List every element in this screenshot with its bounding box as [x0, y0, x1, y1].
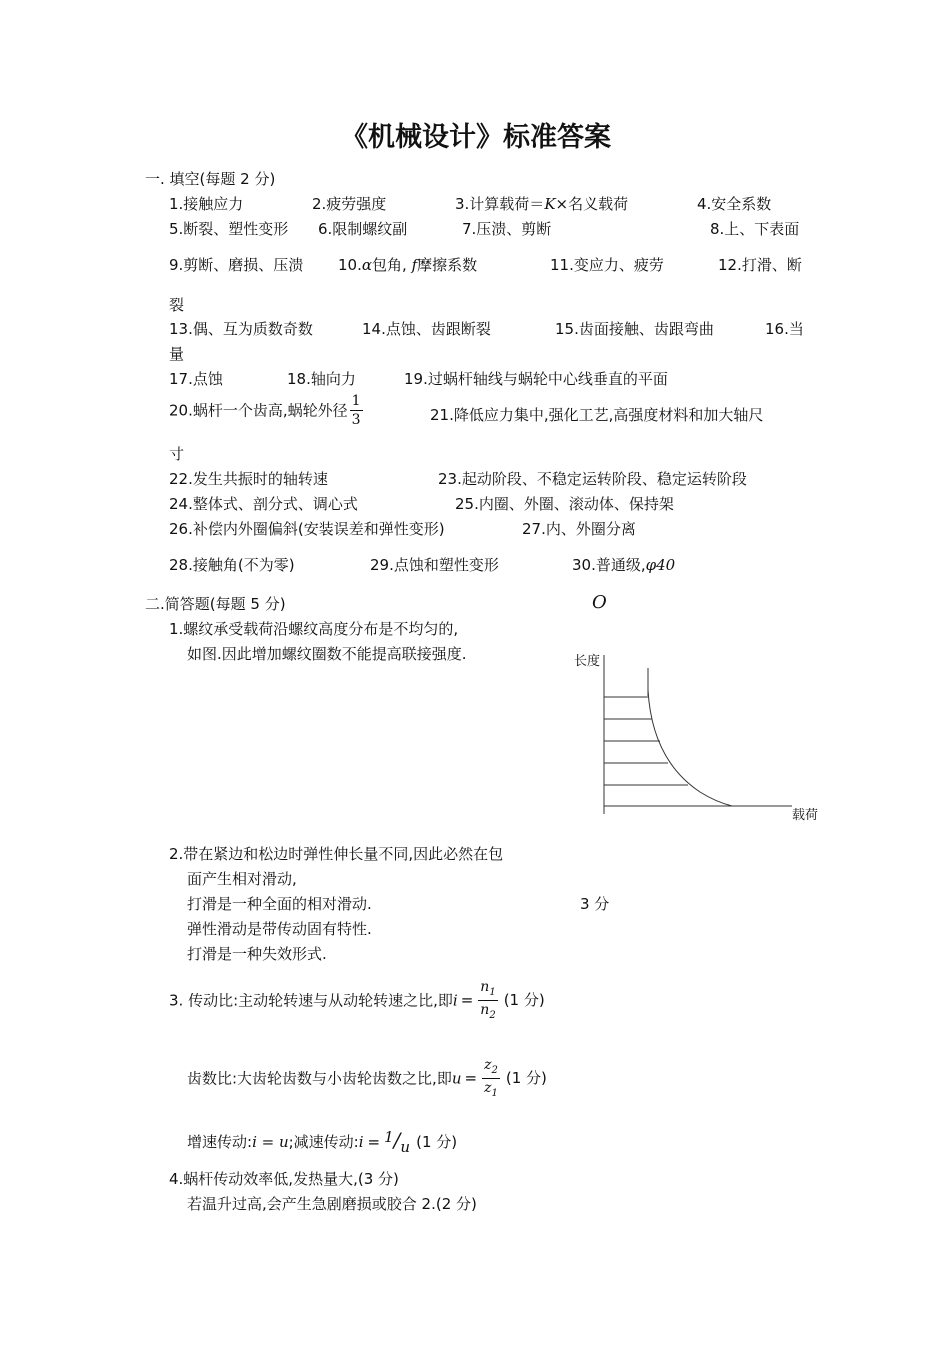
answer-2-line1: 2.带在紧边和松边时弹性伸长量不同,因此必然在包	[169, 845, 504, 863]
answer-1-line1: 1.螺纹承受载荷沿螺纹高度分布是不均匀的,	[169, 620, 459, 638]
fill-item-13: 13.偶、互为质数奇数	[169, 320, 313, 338]
fill-item-5: 5.断裂、塑性变形	[169, 220, 289, 238]
answer-1-line2: 如图.因此增加螺纹圈数不能提高联接强度.	[187, 645, 467, 663]
answer-2-line5: 打滑是一种失效形式.	[187, 945, 327, 963]
section1-heading: 一. 填空(每题 2 分)	[145, 170, 276, 188]
fill-item-11: 11.变应力、疲劳	[550, 256, 664, 274]
fill-item-26: 26.补偿内外圈偏斜(安装误差和弹性变形)	[169, 520, 445, 538]
answer-2-line4: 弹性滑动是带传动固有特性.	[187, 920, 372, 938]
fill-item-17: 17.点蚀	[169, 370, 223, 388]
fill-item-24: 24.整体式、剖分式、调心式	[169, 495, 358, 513]
fill-item-9: 9.剪断、磨损、压溃	[169, 256, 304, 274]
answer-4-line2: 若温升过高,会产生急剧磨损或胶合 2.(2 分)	[187, 1195, 477, 1213]
figure-ylabel: 长度	[574, 654, 601, 669]
fill-item-2: 2.疲劳强度	[312, 195, 387, 213]
fill-item-16-wrap: 量	[169, 345, 185, 363]
figure-distribution-curve	[648, 690, 732, 806]
fraction-z2-z1: $\frac{z_2}{z_1}$	[484, 1057, 498, 1099]
answer-2-line3: 打滑是一种全面的相对滑动.	[187, 895, 372, 913]
fill-item-8: 8.上、下表面	[710, 220, 800, 238]
answer-3-speed: 增速传动:i = u;减速传动:i = 1/u (1 分)	[187, 1128, 458, 1156]
answer-2-line2: 面产生相对滑动,	[187, 870, 297, 888]
fill-item-19: 19.过蜗杆轴线与蜗轮中心线垂直的平面	[404, 370, 668, 388]
fill-item-12-wrap: 裂	[169, 296, 185, 314]
fill-item-10: 10.α包角, f摩擦系数	[338, 256, 478, 274]
fill-item-14: 14.点蚀、齿跟断裂	[362, 320, 491, 338]
fill-item-16: 16.当	[765, 320, 804, 338]
fill-item-21: 21.降低应力集中,强化工艺,高强度材料和加大轴尺	[430, 406, 764, 424]
document-title: 《机械设计》标准答案	[341, 122, 611, 153]
answer-4-line1: 4.蜗杆传动效率低,发热量大,(3 分)	[169, 1170, 399, 1188]
fill-item-22: 22.发生共振时的轴转速	[169, 470, 328, 488]
fraction-n1-n2: $\frac{n_1}{n_2}$	[480, 979, 496, 1021]
fraction-one-third: $\frac{1}{3}$	[351, 393, 361, 428]
answer-2-score: 3 分	[580, 895, 610, 913]
fill-item-28: 28.接触角(不为零)	[169, 556, 295, 574]
section2-heading: 二.简答题(每题 5 分)	[145, 595, 286, 613]
fill-item-20: 20.蜗杆一个齿高,蜗轮外径 $\frac{1}{3}$	[169, 393, 361, 428]
fill-item-3: 3.计算载荷＝K×名义载荷	[455, 195, 629, 213]
fill-item-27: 27.内、外圈分离	[522, 520, 636, 538]
fill-item-7: 7.压溃、剪断	[462, 220, 552, 238]
figure-xlabel: 载荷	[792, 808, 819, 823]
fill-item-6: 6.限制螺纹副	[318, 220, 408, 238]
fill-item-25: 25.内圈、外圈、滚动体、保持架	[455, 495, 674, 513]
fill-item-30: 30.普通级,φ40	[572, 556, 676, 574]
fill-item-23: 23.起动阶段、不稳定运转阶段、稳定运转阶段	[438, 470, 747, 488]
fill-item-29: 29.点蚀和塑性变形	[370, 556, 499, 574]
answer-3-tooth-ratio: 齿数比:大齿轮齿数与小齿轮齿数之比,即u = $\frac{z_2}{z_1}$ (1 分)	[187, 1057, 547, 1099]
fill-item-4: 4.安全系数	[697, 195, 772, 213]
fill-item-15: 15.齿面接触、齿跟弯曲	[555, 320, 714, 338]
fill-item-21-wrap: 寸	[169, 445, 185, 463]
fill-item-18: 18.轴向力	[287, 370, 356, 388]
fill-item-12: 12.打滑、断	[718, 256, 802, 274]
fill-item-1: 1.接触应力	[169, 195, 244, 213]
answer-3-ratio: 3. 传动比:主动轮转速与从动轮转速之比,即i = $\frac{n_1}{n_2}$ (1 分)	[169, 979, 545, 1021]
stray-symbol-o: O	[592, 592, 607, 613]
